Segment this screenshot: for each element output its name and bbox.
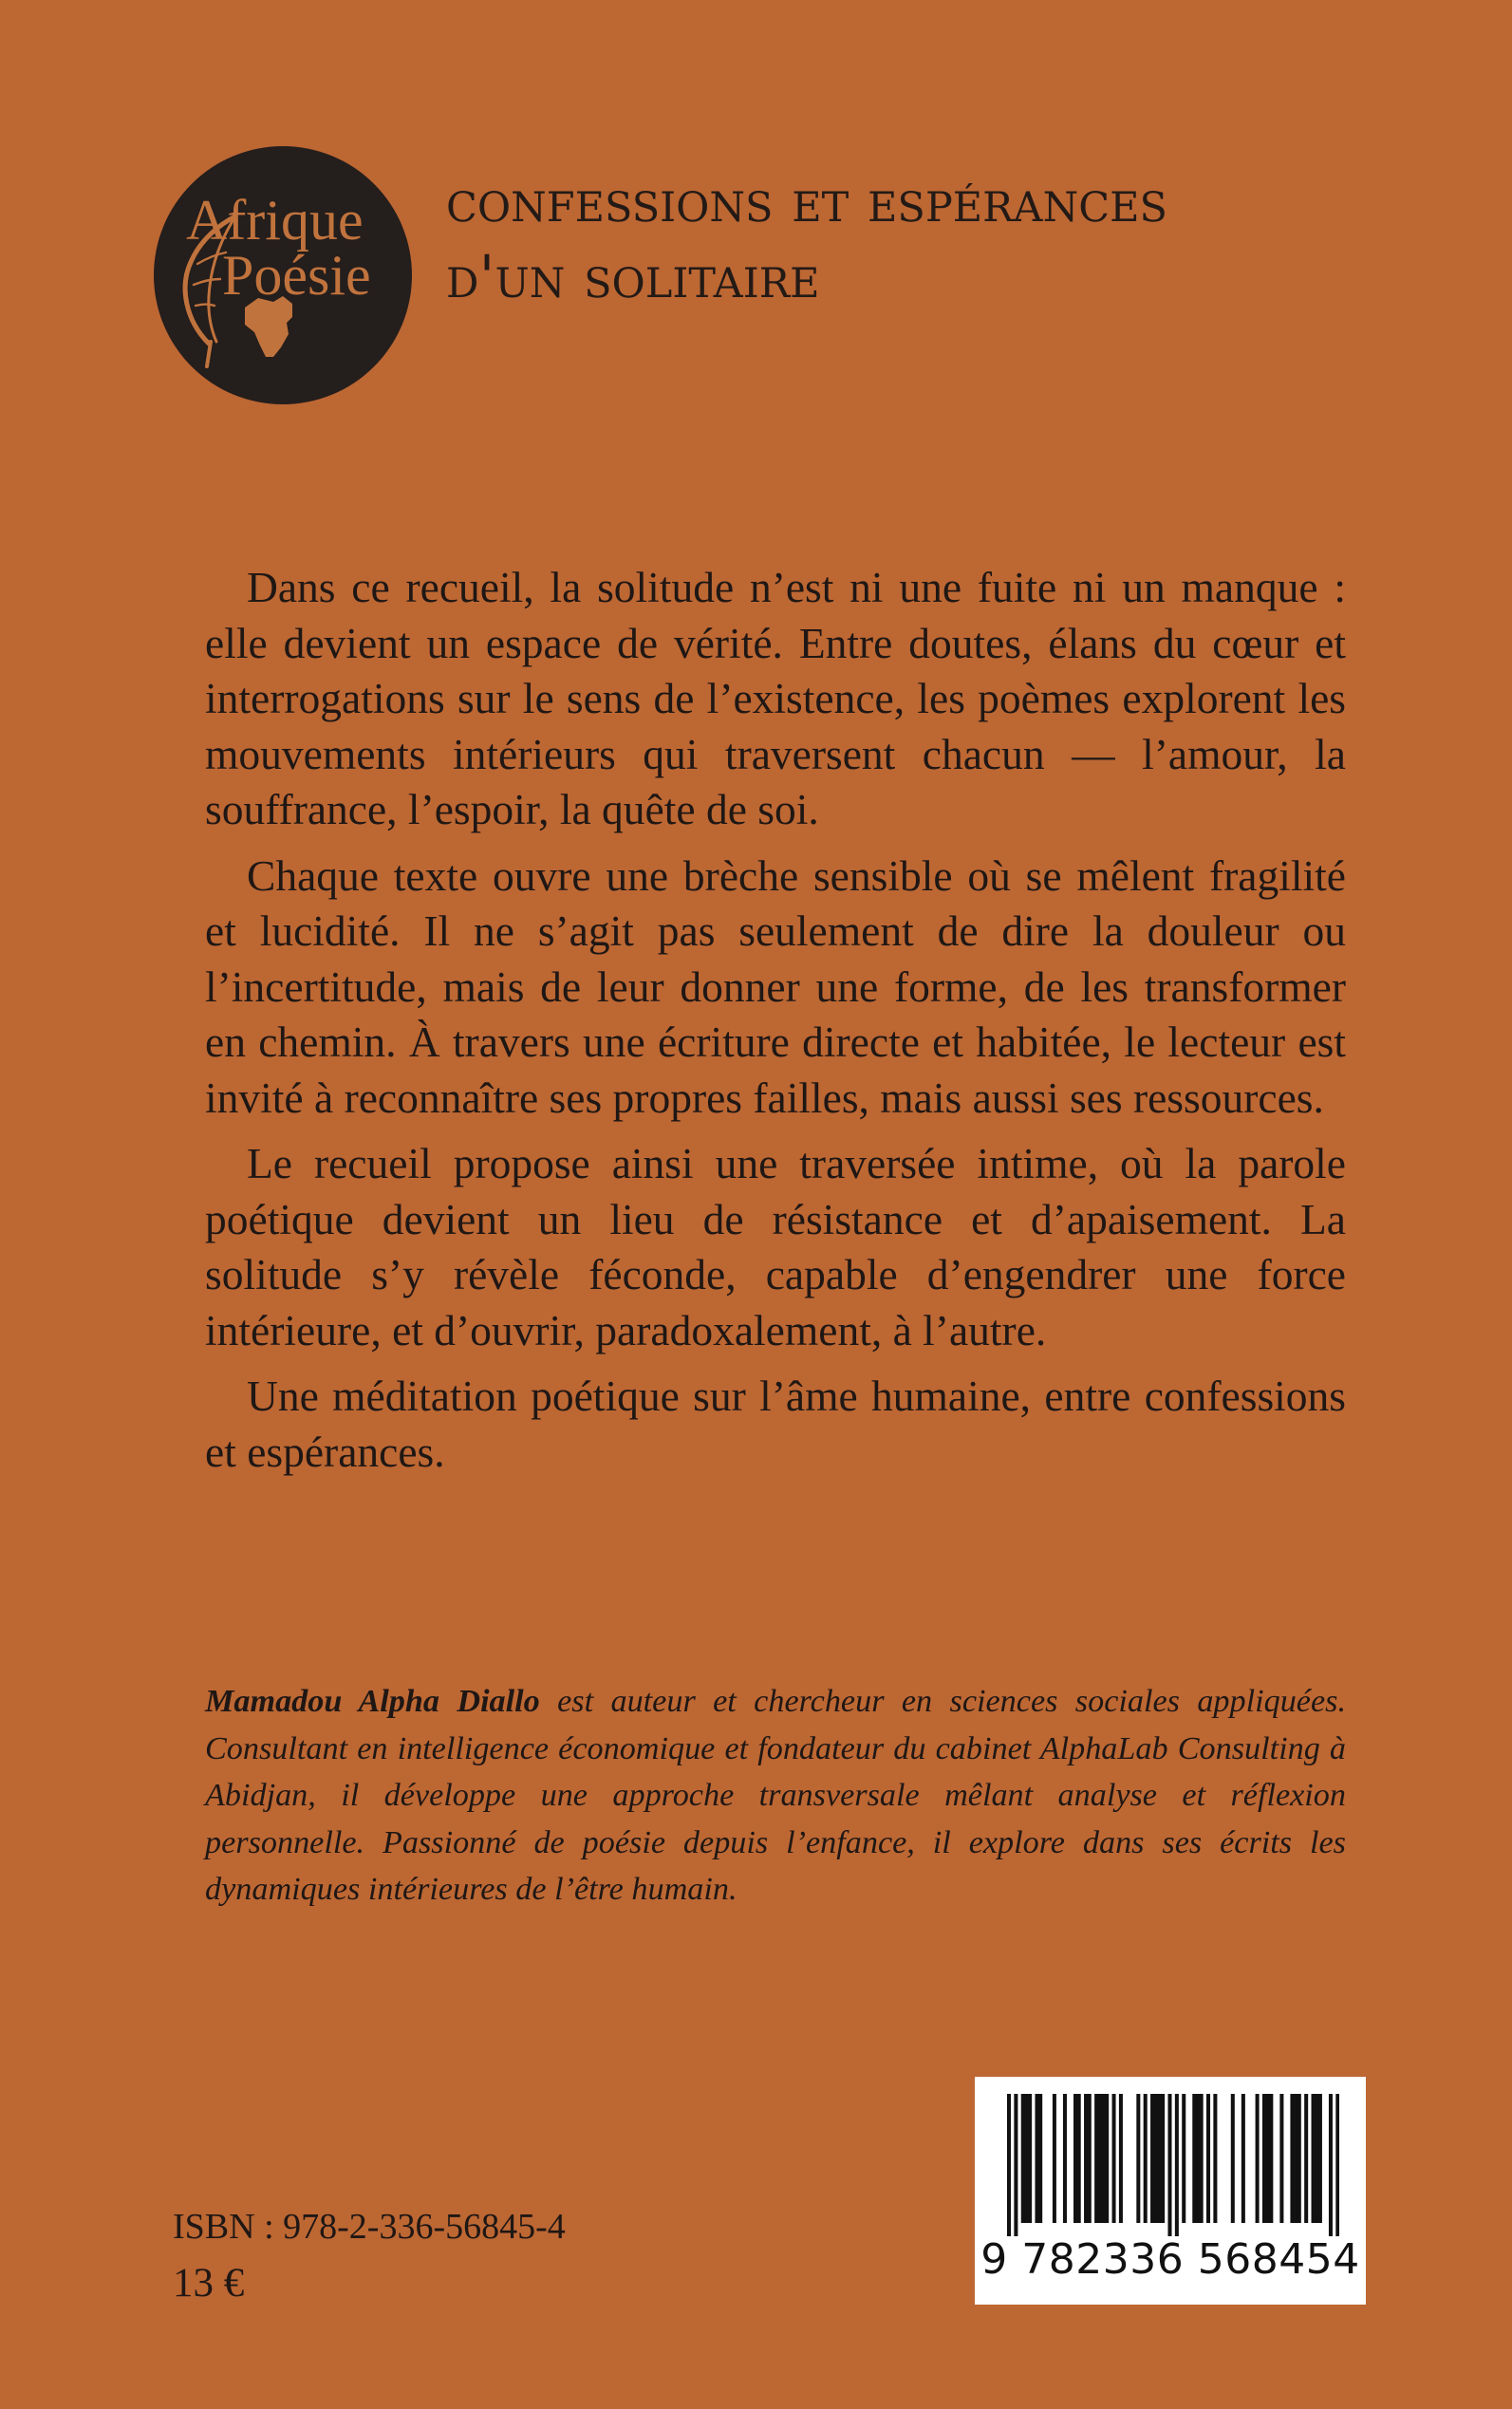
barcode-bar	[1136, 2094, 1140, 2223]
logo-text-afrique: Afrique	[186, 189, 364, 252]
book-title-line-2: d'un solitaire	[446, 242, 820, 311]
barcode-bar	[1329, 2094, 1333, 2236]
book-blurb	[205, 560, 1346, 1490]
barcode-bar	[1038, 2094, 1042, 2223]
barcode-digits: 9 782336 568454	[980, 2235, 1360, 2284]
barcode-bar	[1213, 2094, 1217, 2223]
barcode-bar	[1335, 2094, 1339, 2236]
barcode-bar	[1024, 2094, 1028, 2223]
barcode-bar	[1157, 2094, 1161, 2223]
barcode-bar	[1014, 2094, 1017, 2236]
barcode-bar	[1241, 2094, 1245, 2223]
barcode-bar	[1021, 2094, 1025, 2223]
book-title	[446, 163, 1452, 315]
barcode-bar	[1266, 2094, 1270, 2223]
barcode-bars	[1007, 2094, 1339, 2236]
author-bio-text: est auteur et chercheur en sciences sociales appliquées. Consultant en intelligence économique et fondateur du cabinet AlphaLab Consulting à Abidjan, il développe une approche transversale mêlant analyse et réflexion personnelle. Passionné de poésie depuis l’enfance, il explore dans ses écrits les dynamiques intérieures de l’être humain.	[205, 1684, 1346, 1907]
barcode-bar	[1094, 2094, 1098, 2223]
barcode-bar	[1154, 2094, 1158, 2223]
barcode-bar	[1304, 2094, 1308, 2223]
isbn: ISBN : 978-2-336-56845-4	[173, 2207, 566, 2247]
barcode	[975, 2077, 1366, 2305]
barcode-bar	[1297, 2094, 1301, 2223]
book-title-line-1: confessions et espérances	[446, 166, 1167, 235]
barcode-bar	[1262, 2094, 1266, 2223]
barcode-bar	[1112, 2094, 1116, 2223]
barcode-bar	[1088, 2094, 1092, 2223]
barcode-bar	[1231, 2094, 1235, 2223]
series-logo	[154, 146, 412, 404]
author-bio	[205, 1678, 1346, 1914]
barcode-bar	[1182, 2094, 1185, 2223]
barcode-bar	[1290, 2094, 1294, 2223]
barcode-bar	[1196, 2094, 1200, 2223]
logo-text-poesie: Poésie	[222, 244, 371, 307]
barcode-bar	[1101, 2094, 1105, 2223]
barcode-bar	[1007, 2094, 1011, 2236]
barcode-bar	[1028, 2094, 1032, 2223]
barcode-bar	[1053, 2094, 1056, 2223]
blurb-paragraph-1: Dans ce recueil, la solitude n’est ni une fuite ni un manque : elle devient un espace de vérité. Entre doutes, élans du cœur et interrogations sur le sens de l’existence, les poèmes explorent les mouvements intérieurs qui traversent chacun — l’amour, la souffrance, l’espoir, la quête de soi.	[205, 563, 1346, 833]
barcode-bar	[1167, 2094, 1171, 2236]
blurb-paragraph-3: Le recueil propose ainsi une traversée intime, où la parole poétique devient un lieu de résistance et d’apaisement. La solitude s’y révèle féconde, capable d’engendrer une force intérieure, et d’ouvrir, paradoxalement, à l’autre.	[205, 1139, 1346, 1354]
barcode-bar	[1192, 2094, 1196, 2223]
barcode-bar	[1035, 2094, 1038, 2223]
barcode-bar	[1144, 2094, 1148, 2223]
barcode-bar	[1269, 2094, 1273, 2223]
barcode-bar	[1318, 2094, 1322, 2223]
barcode-bar	[1279, 2094, 1283, 2223]
blurb-paragraph-4: Une méditation poétique sur l’âme humaine, entre confessions et espérances.	[205, 1372, 1346, 1476]
barcode-bar	[1161, 2094, 1165, 2223]
barcode-bar	[1312, 2094, 1316, 2223]
barcode-bar	[1315, 2094, 1318, 2223]
blurb-paragraph-2: Chaque texte ouvre une brèche sensible où se mêlent fragilité et lucidité. Il ne s’agit pas seulement de dire la douleur ou l’incertitude, mais de leur donner une forme, de les transformer en chemin. À travers une écriture directe et habitée, le lecteur est invité à reconnaître ses propres failles, mais aussi ses ressources.	[205, 850, 1346, 1122]
barcode-bar	[1077, 2094, 1081, 2223]
barcode-bar	[1175, 2094, 1179, 2236]
barcode-bar	[1206, 2094, 1210, 2223]
barcode-bar	[1073, 2094, 1077, 2223]
barcode-bar	[1084, 2094, 1088, 2223]
barcode-bar	[1150, 2094, 1154, 2223]
barcode-bar	[1098, 2094, 1102, 2223]
barcode-bar	[1105, 2094, 1109, 2223]
barcode-bar	[1119, 2094, 1123, 2223]
price: 13 €	[173, 2261, 245, 2306]
barcode-bar	[1063, 2094, 1067, 2223]
author-name: Mamadou Alpha Diallo	[205, 1684, 540, 1719]
barcode-bar	[1256, 2094, 1260, 2223]
barcode-bar	[1294, 2094, 1297, 2223]
barcode-bar	[1200, 2094, 1204, 2223]
